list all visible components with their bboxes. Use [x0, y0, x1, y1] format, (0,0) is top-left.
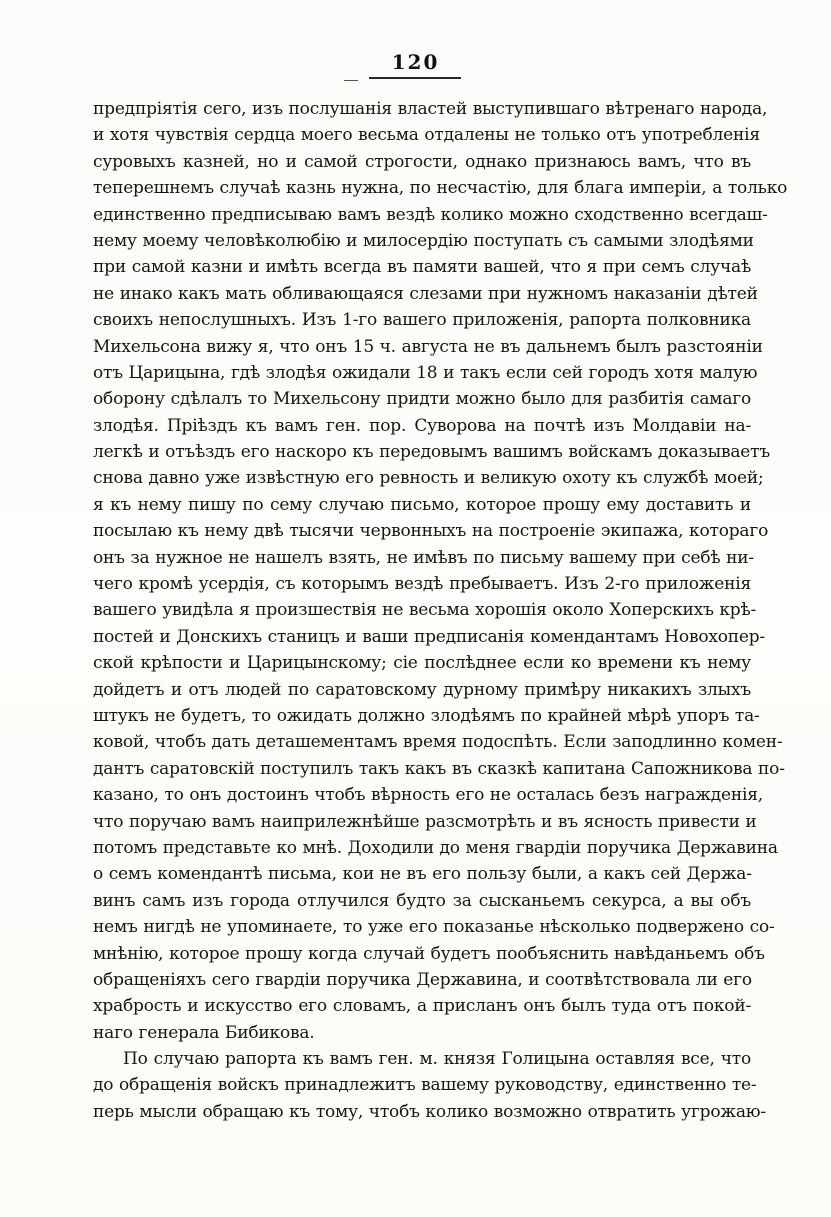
text-line: злодѣя. Пріѣздъ къ вамъ ген. пор. Суворова на почтѣ изъ Молдавіи на-	[93, 415, 751, 436]
text-line: немъ нигдѣ не упоминаете, то уже его показанье нѣсколько подвержено со-	[93, 917, 775, 938]
text-line: храбрость и искусство его словамъ, а присланъ онъ былъ туда отъ покой-	[93, 996, 751, 1017]
text-line: что поручаю вамъ наиприлежнѣйше разсмотрѣть и въ ясность привести и	[93, 811, 757, 832]
text-line: при самой казни и имѣть всегда въ памяти вашей, что я при семъ случаѣ	[93, 257, 751, 278]
text-line: вашего увидѣла я произшествія не весьма хорошія около Хоперскихъ крѣ-	[93, 600, 757, 621]
text-line: штукъ не будетъ, то ожидать должно злодѣямъ по крайней мѣрѣ упоръ та-	[93, 705, 760, 726]
text-line: оборону сдѣлалъ то Михельсону придти можно было для разбитія самаго	[93, 389, 751, 410]
text-line: казано, то онъ достоинъ чтобъ вѣрность его не осталась безъ награжденія,	[93, 785, 763, 806]
text-line: посылаю къ нему двѣ тысячи червонныхъ на построеніе экипажа, котораго	[93, 521, 769, 542]
text-line: не инако какъ мать обливающаяся слезами при нужномъ наказаніи дѣтей	[93, 283, 758, 304]
text-line: потомъ представьте ко мнѣ. Доходили до меня гвардіи поручика Державина	[93, 837, 778, 858]
text-line: По случаю рапорта къ вамъ ген. м. князя Голицына оставляя все, что	[123, 1049, 751, 1070]
text-line: теперешнемъ случаѣ казнь нужна, по несчастію, для блага имперіи, а только	[93, 178, 788, 199]
page-text-block	[93, 96, 788, 1125]
text-line: перь мысли обращаю къ тому, чтобъ колико возможно отвратить угрожаю-	[93, 1101, 766, 1122]
text-line: своихъ непослушныхъ. Изъ 1-го вашего приложенія, рапорта полковника	[93, 310, 751, 331]
text-line: обращеніяхъ сего гвардіи поручика Державина, и соотвѣтствовала ли его	[93, 969, 752, 990]
text-line: постей и Донскихъ станицъ и ваши предписанія комендантамъ Новохопер-	[93, 626, 765, 647]
text-line: до обращенія войскъ принадлежитъ вашему руководству, единственно те-	[93, 1075, 757, 1096]
text-line: чего кромѣ усердія, съ которымъ вездѣ пребываетъ. Изъ 2-го приложенія	[93, 574, 751, 595]
text-line: снова давно уже извѣстную его ревность и великую охоту къ службѣ моей;	[93, 468, 764, 489]
text-line: наго генерала Бибикова.	[93, 1022, 315, 1043]
page-number-underline	[369, 77, 461, 79]
text-line: ской крѣпости и Царицынскому; сіе послѣднее если ко времени къ нему	[93, 653, 751, 674]
text-line: винъ самъ изъ города отлучился будто за сысканьемъ секурса, а вы объ	[93, 890, 751, 911]
text-line: дантъ саратовскій поступилъ такъ какъ въ сказкѣ капитана Сапожникова по-	[93, 758, 785, 779]
page-number: 120	[391, 50, 440, 74]
text-line: единственно предписываю вамъ вездѣ колико можно сходственно всегдаш-	[93, 204, 768, 225]
page-number-dash	[344, 80, 358, 81]
text-line: предпріятія сего, изъ послушанія властей выступившаго вѣтренаго народа,	[93, 99, 768, 119]
text-line: легкѣ и отъѣздъ его наскоро къ передовымъ вашимъ войскамъ доказываетъ	[93, 442, 770, 463]
text-line: нему моему человѣколюбію и милосердію поступать съ самыми злодѣями	[93, 230, 754, 251]
text-line: я къ нему пишу по сему случаю письмо, которое прошу ему доставить и	[93, 494, 751, 515]
text-line: ковой, чтобъ дать деташементамъ время подоспѣть. Если заподлинно комен-	[93, 732, 783, 753]
text-line: о семъ комендантѣ письма, кои не въ его пользу были, а какъ сей Держа-	[93, 864, 752, 885]
text-line: онъ за нужное не нашелъ взять, не имѣвъ по письму вашему при себѣ ни-	[93, 547, 754, 568]
text-line: и хотя чувствія сердца моего весьма отдалены не только отъ употребленія	[93, 125, 760, 146]
text-line: мнѣнію, которое прошу когда случай будетъ пообъяснить навѣданьемъ объ	[93, 943, 765, 964]
text-line: отъ Царицына, гдѣ злодѣя ожидали 18 и такъ если сей городъ хотя малую	[93, 362, 758, 383]
text-line: дойдетъ и отъ людей по саратовскому дурному примѣру никакихъ злыхъ	[93, 679, 751, 700]
page-header	[0, 44, 831, 88]
text-line: суровыхъ казней, но и самой строгости, однако признаюсь вамъ, что въ	[93, 151, 751, 172]
text-line: Михельсона вижу я, что онъ 15 ч. августа не въ дальнемъ былъ разстояніи	[93, 336, 763, 357]
